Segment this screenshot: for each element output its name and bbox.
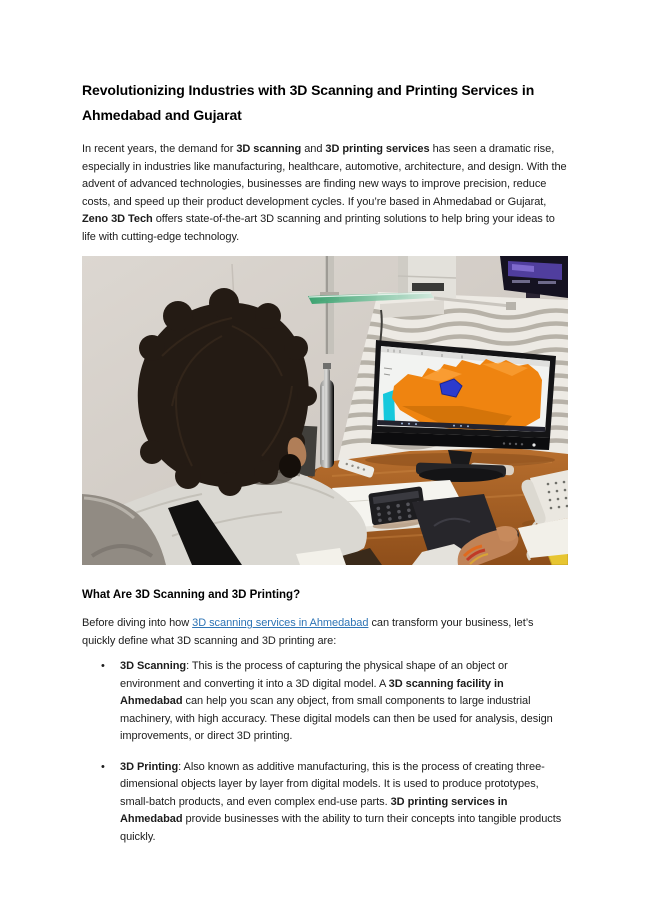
document-page [82,0,568,859]
section-lead-paragraph [82,615,568,650]
bullet-text [120,660,553,742]
text-run: : This is the process of capturing the physical shape of an object or environment and converting it into a 3D digital model. A [120,660,508,690]
power-led [532,443,535,446]
bullet-marker: • [101,760,105,773]
intro-paragraph [82,141,568,246]
bold-text-run: 3D printing services [325,143,430,155]
text-run: provide businesses with the ability to turn their concepts into tangible products quickly. [120,813,562,843]
bold-text-run: 3D Scanning [120,660,187,672]
printer [398,256,456,298]
article-title: Revolutionizing Industries with 3D Scanning and Printing Services in Ahmedabad and Gujarat [82,82,535,123]
bold-text-run: 3D scanning [236,143,302,155]
article-photo [82,256,568,565]
text-run: Before diving into how [82,617,193,629]
bold-text-run: Zeno 3D Tech [82,213,153,225]
photo-illustration [82,256,568,565]
bullet-marker: • [101,660,105,672]
bold-text-run: 3D Printing [120,760,179,773]
text-run: can transform your business, let’s quickly define what 3D scanning and 3D printing are: [82,617,534,647]
bullet-text [120,761,561,843]
bold-text-run: 3D scanning facility in Ahmedabad [120,677,504,707]
list-item-3d-printing [82,759,568,847]
text-run: can help you scan any object, from small components to large industrial machinery, with high accuracy. These digital models can then be used for analysis, design improvements, or direct 3D printing. [120,695,553,742]
section-heading: What Are 3D Scanning and 3D Printing? [82,589,301,601]
bold-text-run: 3D printing services in Ahmedabad [120,795,508,825]
text-run: In recent years, the demand for [82,143,237,155]
inline-hyperlink[interactable]: 3D scanning services in Ahmedabad [192,617,369,629]
text-run: and [301,143,326,155]
text-run: offers state-of-the-art 3D scanning and printing solutions to help bring your ideas to life with cutting-edge technology. [82,213,555,243]
list-item-3d-scanning [82,658,568,746]
text-run: : Also known as additive manufacturing, this is the process of creating three-dimensional objects layer by layer from digital models. It is used to produce prototypes, small-batch products, and even complex end-use parts. [120,760,545,808]
beard [279,454,301,478]
text-run: has seen a dramatic rise, especially in industries like manufacturing, healthcare, automotive, architecture, and design. With the advent of advanced technologies, businesses are finding new ways to improve precision, reduce costs, and speed up their product development cycles. If you’re based in Ahmedabad or Gujarat, [82,143,567,208]
definition-list [82,658,568,846]
